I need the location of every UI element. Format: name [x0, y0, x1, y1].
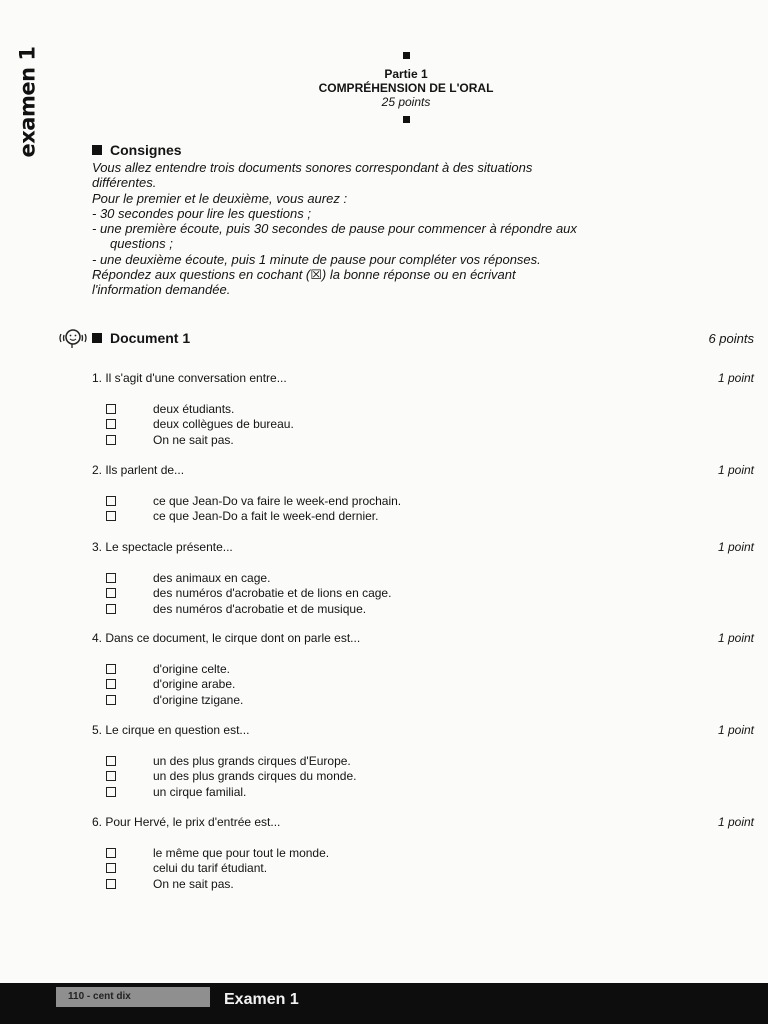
- answer-option: [92, 662, 754, 677]
- answer-option: [92, 846, 754, 861]
- document-points: 6 points: [708, 331, 754, 346]
- question-options: [92, 662, 754, 708]
- question-4: [92, 631, 754, 708]
- answer-label: un des plus grands cirques du monde.: [153, 769, 357, 784]
- answer-label: deux collègues de bureau.: [153, 417, 294, 432]
- question-3: [92, 540, 754, 617]
- answer-checkbox[interactable]: [106, 879, 116, 889]
- answer-option: [92, 586, 754, 601]
- answer-option: [92, 754, 754, 769]
- consignes-section: [92, 142, 682, 298]
- consignes-line: Vous allez entendre trois documents sonores correspondant à des situations: [92, 160, 533, 175]
- question-options: [92, 754, 754, 800]
- answer-label: un cirque familial.: [153, 784, 247, 799]
- answer-checkbox[interactable]: [106, 604, 116, 614]
- question-options: [92, 494, 754, 525]
- answer-option: [92, 769, 754, 784]
- answer-checkbox[interactable]: [106, 496, 116, 506]
- question-5: [92, 723, 754, 800]
- answer-checkbox[interactable]: [106, 511, 116, 521]
- consignes-line: Pour le premier et le deuxième, vous aurez :: [92, 190, 348, 206]
- answer-option: [92, 877, 754, 892]
- answer-option: [92, 509, 754, 524]
- question-options: [92, 402, 754, 448]
- answer-label: ce que Jean-Do a fait le week-end dernier.: [153, 509, 379, 524]
- answer-checkbox[interactable]: [106, 756, 116, 766]
- consignes-line: - une première écoute, puis 30 secondes de pause pour commencer à répondre aux: [92, 221, 577, 237]
- answer-option: [92, 494, 754, 509]
- document-title: [92, 330, 190, 346]
- answer-checkbox[interactable]: [106, 573, 116, 583]
- answer-checkbox[interactable]: [106, 664, 116, 674]
- question-2: [92, 463, 754, 525]
- answer-label: On ne sait pas.: [153, 876, 234, 891]
- consignes-line: différentes.: [92, 175, 157, 191]
- answer-checkbox[interactable]: [106, 863, 116, 873]
- part-title: COMPRÉHENSION DE L'ORAL: [318, 81, 494, 95]
- answer-label: celui du tarif étudiant.: [153, 861, 268, 876]
- question-text: 6. Pour Hervé, le prix d'entrée est...: [92, 815, 281, 829]
- answer-label: deux étudiants.: [153, 402, 235, 416]
- question-text: 4. Dans ce document, le cirque dont on parle est...: [92, 631, 361, 645]
- answer-option: [92, 861, 754, 876]
- consignes-line: - une deuxième écoute, puis 1 minute de pause pour compléter vos réponses.: [92, 251, 541, 267]
- answer-label: d'origine tzigane.: [153, 692, 244, 707]
- question-text: 3. Le spectacle présente...: [92, 540, 233, 554]
- answer-checkbox[interactable]: [106, 771, 116, 781]
- answer-label: On ne sait pas.: [153, 432, 234, 447]
- question-text: 5. Le cirque en question est...: [92, 723, 250, 737]
- answer-label: des numéros d'acrobatie et de musique.: [153, 601, 367, 616]
- answer-label: le même que pour tout le monde.: [153, 846, 330, 860]
- answer-checkbox[interactable]: [106, 679, 116, 689]
- consignes-line: Répondez aux questions en cochant (☒) la bonne réponse ou en écrivant: [92, 267, 516, 283]
- consignes-heading: [92, 142, 682, 158]
- question-options: [92, 846, 754, 892]
- question-text: 2. Ils parlent de...: [92, 463, 185, 477]
- question-points: 1 point: [717, 371, 754, 385]
- square-bullet-icon: [403, 116, 410, 123]
- answer-option: [92, 677, 754, 692]
- answer-checkbox[interactable]: [106, 787, 116, 797]
- answer-label: des animaux en cage.: [153, 571, 271, 585]
- consignes-line: questions ;: [110, 236, 173, 252]
- answer-option: [92, 602, 754, 617]
- consignes-line: - 30 secondes pour lire les questions ;: [92, 205, 311, 221]
- question-6: [92, 815, 754, 892]
- question-points: 1 point: [717, 631, 754, 645]
- square-bullet-icon: [92, 145, 102, 155]
- answer-label: ce que Jean-Do va faire le week-end prochain.: [153, 494, 402, 508]
- consignes-text: [92, 160, 682, 298]
- side-tab-label: examen 1: [15, 46, 39, 158]
- question-text: 1. Il s'agit d'une conversation entre...: [92, 371, 287, 385]
- listening-face-icon: [58, 326, 88, 350]
- answer-checkbox[interactable]: [106, 419, 116, 429]
- answer-option: [92, 571, 754, 586]
- consignes-title: Consignes: [110, 142, 182, 158]
- page-footer: [0, 983, 768, 1024]
- answer-label: des numéros d'acrobatie et de lions en cage.: [153, 586, 392, 601]
- answer-option: [92, 693, 754, 708]
- answer-checkbox[interactable]: [106, 695, 116, 705]
- answer-label: un des plus grands cirques d'Europe.: [153, 754, 351, 768]
- side-tab: [6, 48, 48, 156]
- part-header: [256, 46, 556, 128]
- consignes-line: l'information demandée.: [92, 282, 231, 298]
- answer-checkbox[interactable]: [106, 404, 116, 414]
- answer-option: [92, 417, 754, 432]
- footer-title: Examen 1: [224, 991, 299, 1008]
- question-1: [92, 371, 754, 448]
- part-number: Partie 1: [384, 67, 428, 81]
- question-points: 1 point: [717, 815, 754, 829]
- question-points: 1 point: [717, 540, 754, 554]
- answer-label: d'origine arabe.: [153, 677, 236, 692]
- question-points: 1 point: [717, 463, 754, 477]
- document-title-text: Document 1: [110, 330, 191, 346]
- square-bullet-icon: [403, 52, 410, 59]
- part-points: 25 points: [381, 95, 431, 109]
- answer-option: [92, 433, 754, 448]
- answer-option: [92, 785, 754, 800]
- answer-option: [92, 402, 754, 417]
- answer-checkbox[interactable]: [106, 588, 116, 598]
- answer-label: d'origine celte.: [153, 662, 231, 676]
- answer-checkbox[interactable]: [106, 848, 116, 858]
- square-bullet-icon: [92, 333, 102, 343]
- document-header: [58, 326, 754, 350]
- question-points: 1 point: [717, 723, 754, 737]
- question-options: [92, 571, 754, 617]
- page-number: 110 - cent dix: [56, 987, 210, 1007]
- answer-checkbox[interactable]: [106, 435, 116, 445]
